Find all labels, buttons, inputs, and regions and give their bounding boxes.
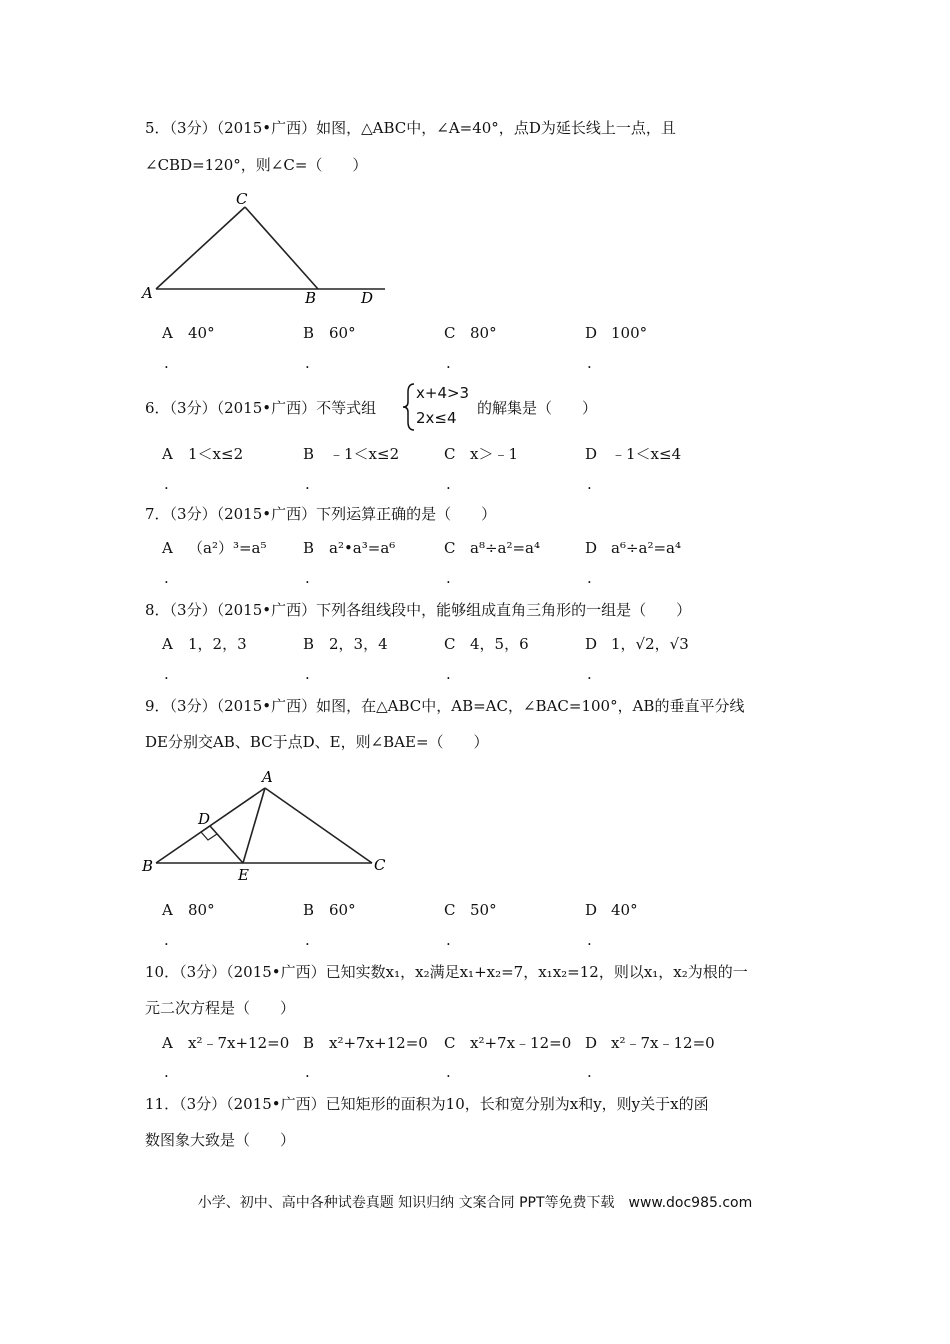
option-dot: . xyxy=(587,665,592,683)
q6-system-top: x+4>3 xyxy=(416,384,470,402)
q7-option-a: A （a²）³=a⁵ xyxy=(162,539,267,557)
option-dot: . xyxy=(587,475,592,493)
q5-stem-line1: 5．（3分）（2015•广西）如图，△ABC中，∠A=40°，点D为延长线上一点，且 xyxy=(145,119,676,137)
q8-option-d: D 1，√2，√3 xyxy=(585,635,689,653)
q11-stem-line1: 11．（3分）（2015•广西）已知矩形的面积为10，长和宽分别为x和y，则y关于x的函 xyxy=(145,1095,709,1113)
q7-option-b: B a²•a³=a⁶ xyxy=(303,539,396,557)
q6-system-bottom: 2x≤4 xyxy=(416,409,457,427)
option-dot: . xyxy=(305,1063,310,1081)
q9-label-A: A xyxy=(262,768,273,786)
q9-option-d: D 40° xyxy=(585,901,638,919)
q5-label-C: C xyxy=(236,190,248,208)
q8-option-b: B 2，3，4 xyxy=(303,635,388,653)
option-dot: . xyxy=(587,354,592,372)
option-dot: . xyxy=(305,569,310,587)
q5-option-d: D 100° xyxy=(585,324,648,342)
option-dot: . xyxy=(164,569,169,587)
option-dot: . xyxy=(305,475,310,493)
q5-triangle-figure xyxy=(140,190,400,310)
q9-option-a: A 80° xyxy=(162,901,215,919)
option-dot: . xyxy=(305,931,310,949)
q9-option-b: B 60° xyxy=(303,901,356,919)
option-dot: . xyxy=(446,354,451,372)
option-dot: . xyxy=(164,1063,169,1081)
option-dot: . xyxy=(446,931,451,949)
q6-stem-suffix: 的解集是（ ） xyxy=(477,399,598,417)
q9-stem-line2: DE分别交AB、BC于点D、E，则∠BAE=（ ） xyxy=(145,733,489,751)
q7-option-d: D a⁶÷a²=a⁴ xyxy=(585,539,682,557)
q10-stem-line2: 元二次方程是（ ） xyxy=(145,999,296,1017)
q8-option-a: A 1，2，3 xyxy=(162,635,247,653)
option-dot: . xyxy=(164,665,169,683)
q8-option-c: C 4，5，6 xyxy=(444,635,529,653)
option-dot: . xyxy=(587,931,592,949)
option-dot: . xyxy=(164,931,169,949)
q5-option-c: C 80° xyxy=(444,324,497,342)
option-dot: . xyxy=(446,475,451,493)
q6-option-a: A 1＜x≤2 xyxy=(162,445,244,463)
q7-option-c: C a⁸÷a²=a⁴ xyxy=(444,539,541,557)
q9-label-D: D xyxy=(198,810,211,828)
option-dot: . xyxy=(164,475,169,493)
q10-option-c: C x²+7x﹣12=0 xyxy=(444,1034,572,1052)
option-dot: . xyxy=(446,569,451,587)
option-dot: . xyxy=(446,665,451,683)
q10-option-a: A x²﹣7x+12=0 xyxy=(162,1034,290,1052)
option-dot: . xyxy=(164,354,169,372)
q6-brace-icon xyxy=(402,382,416,432)
q5-label-D: D xyxy=(361,289,374,307)
q9-triangle-figure xyxy=(140,768,400,883)
q10-stem-line1: 10．（3分）（2015•广西）已知实数x₁，x₂满足x₁+x₂=7，x₁x₂=12，则以x₁，x₂为根的一 xyxy=(145,963,748,981)
page-footer: 小学、初中、高中各种试卷真题 知识归纳 文案合同 PPT等免费下载 www.doc985.com xyxy=(197,1195,753,1211)
option-dot: . xyxy=(305,665,310,683)
q7-stem-line1: 7．（3分）（2015•广西）下列运算正确的是（ ） xyxy=(145,505,497,523)
q5-label-A: A xyxy=(142,284,153,302)
q10-option-b: B x²+7x+12=0 xyxy=(303,1034,428,1052)
q5-option-b: B 60° xyxy=(303,324,356,342)
q6-option-d: D ﹣1＜x≤4 xyxy=(585,445,682,463)
q11-stem-line2: 数图象大致是（ ） xyxy=(145,1131,296,1149)
q5-option-a: A 40° xyxy=(162,324,215,342)
q9-option-c: C 50° xyxy=(444,901,497,919)
q10-option-d: D x²﹣7x﹣12=0 xyxy=(585,1034,715,1052)
q9-stem-line1: 9．（3分）（2015•广西）如图，在△ABC中，AB=AC，∠BAC=100°，AB的垂直平分线 xyxy=(145,697,745,715)
q9-label-C: C xyxy=(374,856,386,874)
q5-label-B: B xyxy=(305,289,317,307)
q6-stem-prefix: 6．（3分）（2015•广西）不等式组 xyxy=(145,399,377,417)
option-dot: . xyxy=(587,1063,592,1081)
option-dot: . xyxy=(305,354,310,372)
option-dot: . xyxy=(446,1063,451,1081)
q6-option-c: C x＞﹣1 xyxy=(444,445,519,463)
q9-label-B: B xyxy=(142,857,154,875)
option-dot: . xyxy=(587,569,592,587)
q5-stem-line2: ∠CBD=120°，则∠C=（ ） xyxy=(145,156,368,174)
q8-stem-line1: 8．（3分）（2015•广西）下列各组线段中，能够组成直角三角形的一组是（ ） xyxy=(145,601,692,619)
q9-label-E: E xyxy=(238,866,249,884)
q6-option-b: B ﹣1＜x≤2 xyxy=(303,445,400,463)
